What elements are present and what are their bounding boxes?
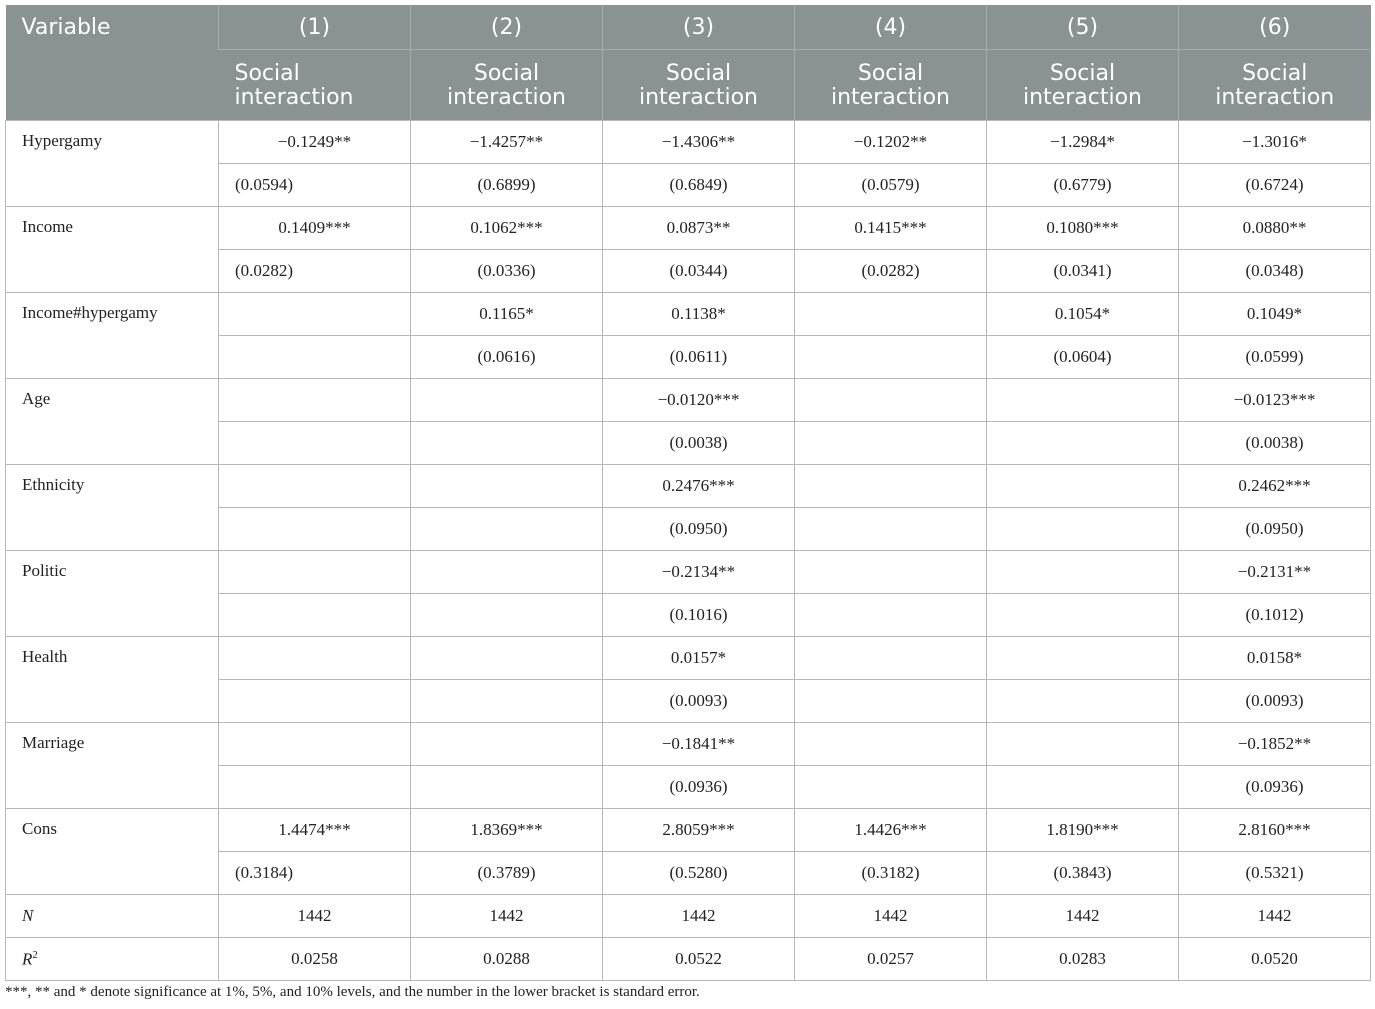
coef-cell: −0.2131** [1179, 551, 1371, 594]
n-cell: 1442 [987, 895, 1179, 938]
coef-cell [795, 723, 987, 766]
table-row-coef [6, 723, 1371, 766]
se-cell: (0.3184) [219, 852, 411, 895]
se-cell [795, 508, 987, 551]
se-cell: (0.0282) [219, 250, 411, 293]
coef-cell: −1.4306** [603, 121, 795, 164]
column-number-5: (5) [987, 5, 1179, 50]
se-cell [795, 680, 987, 723]
variable-header: Variable [6, 5, 219, 121]
row-label-n: N [6, 895, 219, 938]
dependent-bottom: interaction [447, 85, 566, 110]
se-cell: (0.0093) [603, 680, 795, 723]
coef-cell: −0.1202** [795, 121, 987, 164]
table-row-coef [6, 465, 1371, 508]
coef-cell: 1.4426*** [795, 809, 987, 852]
se-cell: (0.3843) [987, 852, 1179, 895]
coef-cell [987, 637, 1179, 680]
coef-cell: 0.2462*** [1179, 465, 1371, 508]
coef-cell: −1.2984* [987, 121, 1179, 164]
se-cell [795, 336, 987, 379]
coef-cell: 0.1062*** [411, 207, 603, 250]
coef-cell [987, 379, 1179, 422]
table-footnote: ***, ** and * denote significance at 1%, 5%, and 10% levels, and the number in the lower bracket is standard error. [5, 984, 700, 1000]
coef-cell: −0.1852** [1179, 723, 1371, 766]
se-cell: (0.0594) [219, 164, 411, 207]
dependent-variable-header [219, 50, 411, 121]
regression-table [5, 5, 1371, 981]
coef-cell: 0.2476*** [603, 465, 795, 508]
se-cell [987, 766, 1179, 809]
se-cell: (0.0950) [1179, 508, 1371, 551]
se-cell: (0.0344) [603, 250, 795, 293]
coef-cell [795, 551, 987, 594]
coef-cell: −0.1249** [219, 121, 411, 164]
coef-cell [219, 551, 411, 594]
se-cell: (0.0599) [1179, 336, 1371, 379]
coef-cell: −0.2134** [603, 551, 795, 594]
se-cell: (0.1016) [603, 594, 795, 637]
coef-cell: 0.1415*** [795, 207, 987, 250]
table-row-n [6, 895, 1371, 938]
coef-cell: 1.4474*** [219, 809, 411, 852]
se-cell: (0.0336) [411, 250, 603, 293]
dependent-bottom: interaction [1215, 85, 1335, 110]
coef-cell [219, 379, 411, 422]
table-row-coef [6, 551, 1371, 594]
se-cell [219, 766, 411, 809]
se-cell [219, 508, 411, 551]
se-cell: (0.6899) [411, 164, 603, 207]
row-label: Age [6, 379, 219, 465]
coef-cell: 1.8190*** [987, 809, 1179, 852]
se-cell: (0.5321) [1179, 852, 1371, 895]
dependent-variable-header [795, 50, 987, 121]
coef-cell [219, 723, 411, 766]
coef-cell: 0.1054* [987, 293, 1179, 336]
dependent-top: Social [665, 61, 732, 86]
table-row-r2 [6, 938, 1371, 981]
r2-cell: 0.0258 [219, 938, 411, 981]
coef-cell: 0.1080*** [987, 207, 1179, 250]
coef-cell: −0.0120*** [603, 379, 795, 422]
se-cell: (0.6724) [1179, 164, 1371, 207]
dependent-bottom: interaction [1023, 85, 1142, 110]
dependent-bottom: interaction [831, 85, 950, 110]
se-cell: (0.0579) [795, 164, 987, 207]
r2-cell: 0.0257 [795, 938, 987, 981]
se-cell [795, 594, 987, 637]
coef-cell [987, 723, 1179, 766]
row-label: Marriage [6, 723, 219, 809]
coef-cell: 0.1049* [1179, 293, 1371, 336]
table-row-coef [6, 379, 1371, 422]
coef-cell [795, 293, 987, 336]
coef-cell: 1.8369*** [411, 809, 603, 852]
coef-cell: 0.1409*** [219, 207, 411, 250]
dependent-bottom: interaction [234, 85, 354, 110]
coef-cell: −1.3016* [1179, 121, 1371, 164]
coef-cell: 0.0158* [1179, 637, 1371, 680]
column-number-2: (2) [411, 5, 603, 50]
coef-cell [219, 465, 411, 508]
coef-cell [411, 379, 603, 422]
row-label: Income [6, 207, 219, 293]
dependent-variable-header [603, 50, 795, 121]
table-row-coef [6, 121, 1371, 164]
table-row-coef [6, 207, 1371, 250]
se-cell: (0.0038) [603, 422, 795, 465]
coef-cell [987, 551, 1179, 594]
dependent-variable-header [1179, 50, 1371, 121]
se-cell: (0.3182) [795, 852, 987, 895]
se-cell: (0.0950) [603, 508, 795, 551]
table-row-coef [6, 809, 1371, 852]
coef-cell [411, 551, 603, 594]
se-cell [411, 680, 603, 723]
row-label: Ethnicity [6, 465, 219, 551]
coef-cell [987, 465, 1179, 508]
table-body [6, 121, 1371, 981]
coef-cell [411, 723, 603, 766]
coef-cell [219, 293, 411, 336]
coef-cell [219, 637, 411, 680]
se-cell [795, 766, 987, 809]
coef-cell: −1.4257** [411, 121, 603, 164]
se-cell [987, 680, 1179, 723]
se-cell: (0.0611) [603, 336, 795, 379]
se-cell: (0.0282) [795, 250, 987, 293]
se-cell: (0.6849) [603, 164, 795, 207]
regression-table-container [5, 5, 1370, 981]
se-cell [987, 422, 1179, 465]
dependent-bottom: interaction [639, 85, 758, 110]
row-label: Health [6, 637, 219, 723]
r2-superscript: 2 [32, 948, 38, 961]
coef-cell [411, 465, 603, 508]
table-row-coef [6, 293, 1371, 336]
coef-cell: 0.0157* [603, 637, 795, 680]
se-cell [219, 422, 411, 465]
row-label: Politic [6, 551, 219, 637]
se-cell: (0.3789) [411, 852, 603, 895]
se-cell [219, 594, 411, 637]
se-cell: (0.0038) [1179, 422, 1371, 465]
se-cell [219, 680, 411, 723]
dependent-top: Social [234, 61, 300, 86]
column-number-1: (1) [219, 5, 411, 50]
row-label: Income#hypergamy [6, 293, 219, 379]
se-cell [219, 336, 411, 379]
se-cell: (0.0936) [603, 766, 795, 809]
se-cell [411, 594, 603, 637]
n-cell: 1442 [603, 895, 795, 938]
se-cell [411, 508, 603, 551]
coef-cell: 2.8160*** [1179, 809, 1371, 852]
column-number-4: (4) [795, 5, 987, 50]
coef-cell [795, 465, 987, 508]
row-label: Hypergamy [6, 121, 219, 207]
se-cell [795, 422, 987, 465]
se-cell: (0.0604) [987, 336, 1179, 379]
coef-cell: 0.1165* [411, 293, 603, 336]
row-label-r2 [6, 938, 219, 981]
se-cell [987, 594, 1179, 637]
se-cell: (0.0348) [1179, 250, 1371, 293]
n-cell: 1442 [411, 895, 603, 938]
dependent-variable-header [987, 50, 1179, 121]
r2-cell: 0.0522 [603, 938, 795, 981]
coef-cell: 0.0880** [1179, 207, 1371, 250]
table-row-coef [6, 637, 1371, 680]
coef-cell: 0.1138* [603, 293, 795, 336]
r2-label: R [22, 949, 33, 969]
column-number-3: (3) [603, 5, 795, 50]
column-number-6: (6) [1179, 5, 1371, 50]
se-cell: (0.0616) [411, 336, 603, 379]
se-cell: (0.5280) [603, 852, 795, 895]
coef-cell: 0.0873** [603, 207, 795, 250]
dependent-top: Social [1242, 61, 1308, 86]
r2-cell: 0.0283 [987, 938, 1179, 981]
se-cell [987, 508, 1179, 551]
r2-cell: 0.0288 [411, 938, 603, 981]
se-cell: (0.0341) [987, 250, 1179, 293]
dependent-top: Social [857, 61, 924, 86]
n-cell: 1442 [1179, 895, 1371, 938]
n-cell: 1442 [795, 895, 987, 938]
dependent-top: Social [1049, 61, 1116, 86]
coef-cell: −0.1841** [603, 723, 795, 766]
se-cell: (0.0093) [1179, 680, 1371, 723]
se-cell [411, 766, 603, 809]
coef-cell: 2.8059*** [603, 809, 795, 852]
n-cell: 1442 [219, 895, 411, 938]
dependent-top: Social [473, 61, 540, 86]
coef-cell [795, 637, 987, 680]
coef-cell [795, 379, 987, 422]
table-header [6, 5, 1371, 121]
dependent-variable-header [411, 50, 603, 121]
row-label: Cons [6, 809, 219, 895]
r2-cell: 0.0520 [1179, 938, 1371, 981]
coef-cell: −0.0123*** [1179, 379, 1371, 422]
coef-cell [411, 637, 603, 680]
se-cell: (0.1012) [1179, 594, 1371, 637]
se-cell: (0.0936) [1179, 766, 1371, 809]
se-cell [411, 422, 603, 465]
se-cell: (0.6779) [987, 164, 1179, 207]
